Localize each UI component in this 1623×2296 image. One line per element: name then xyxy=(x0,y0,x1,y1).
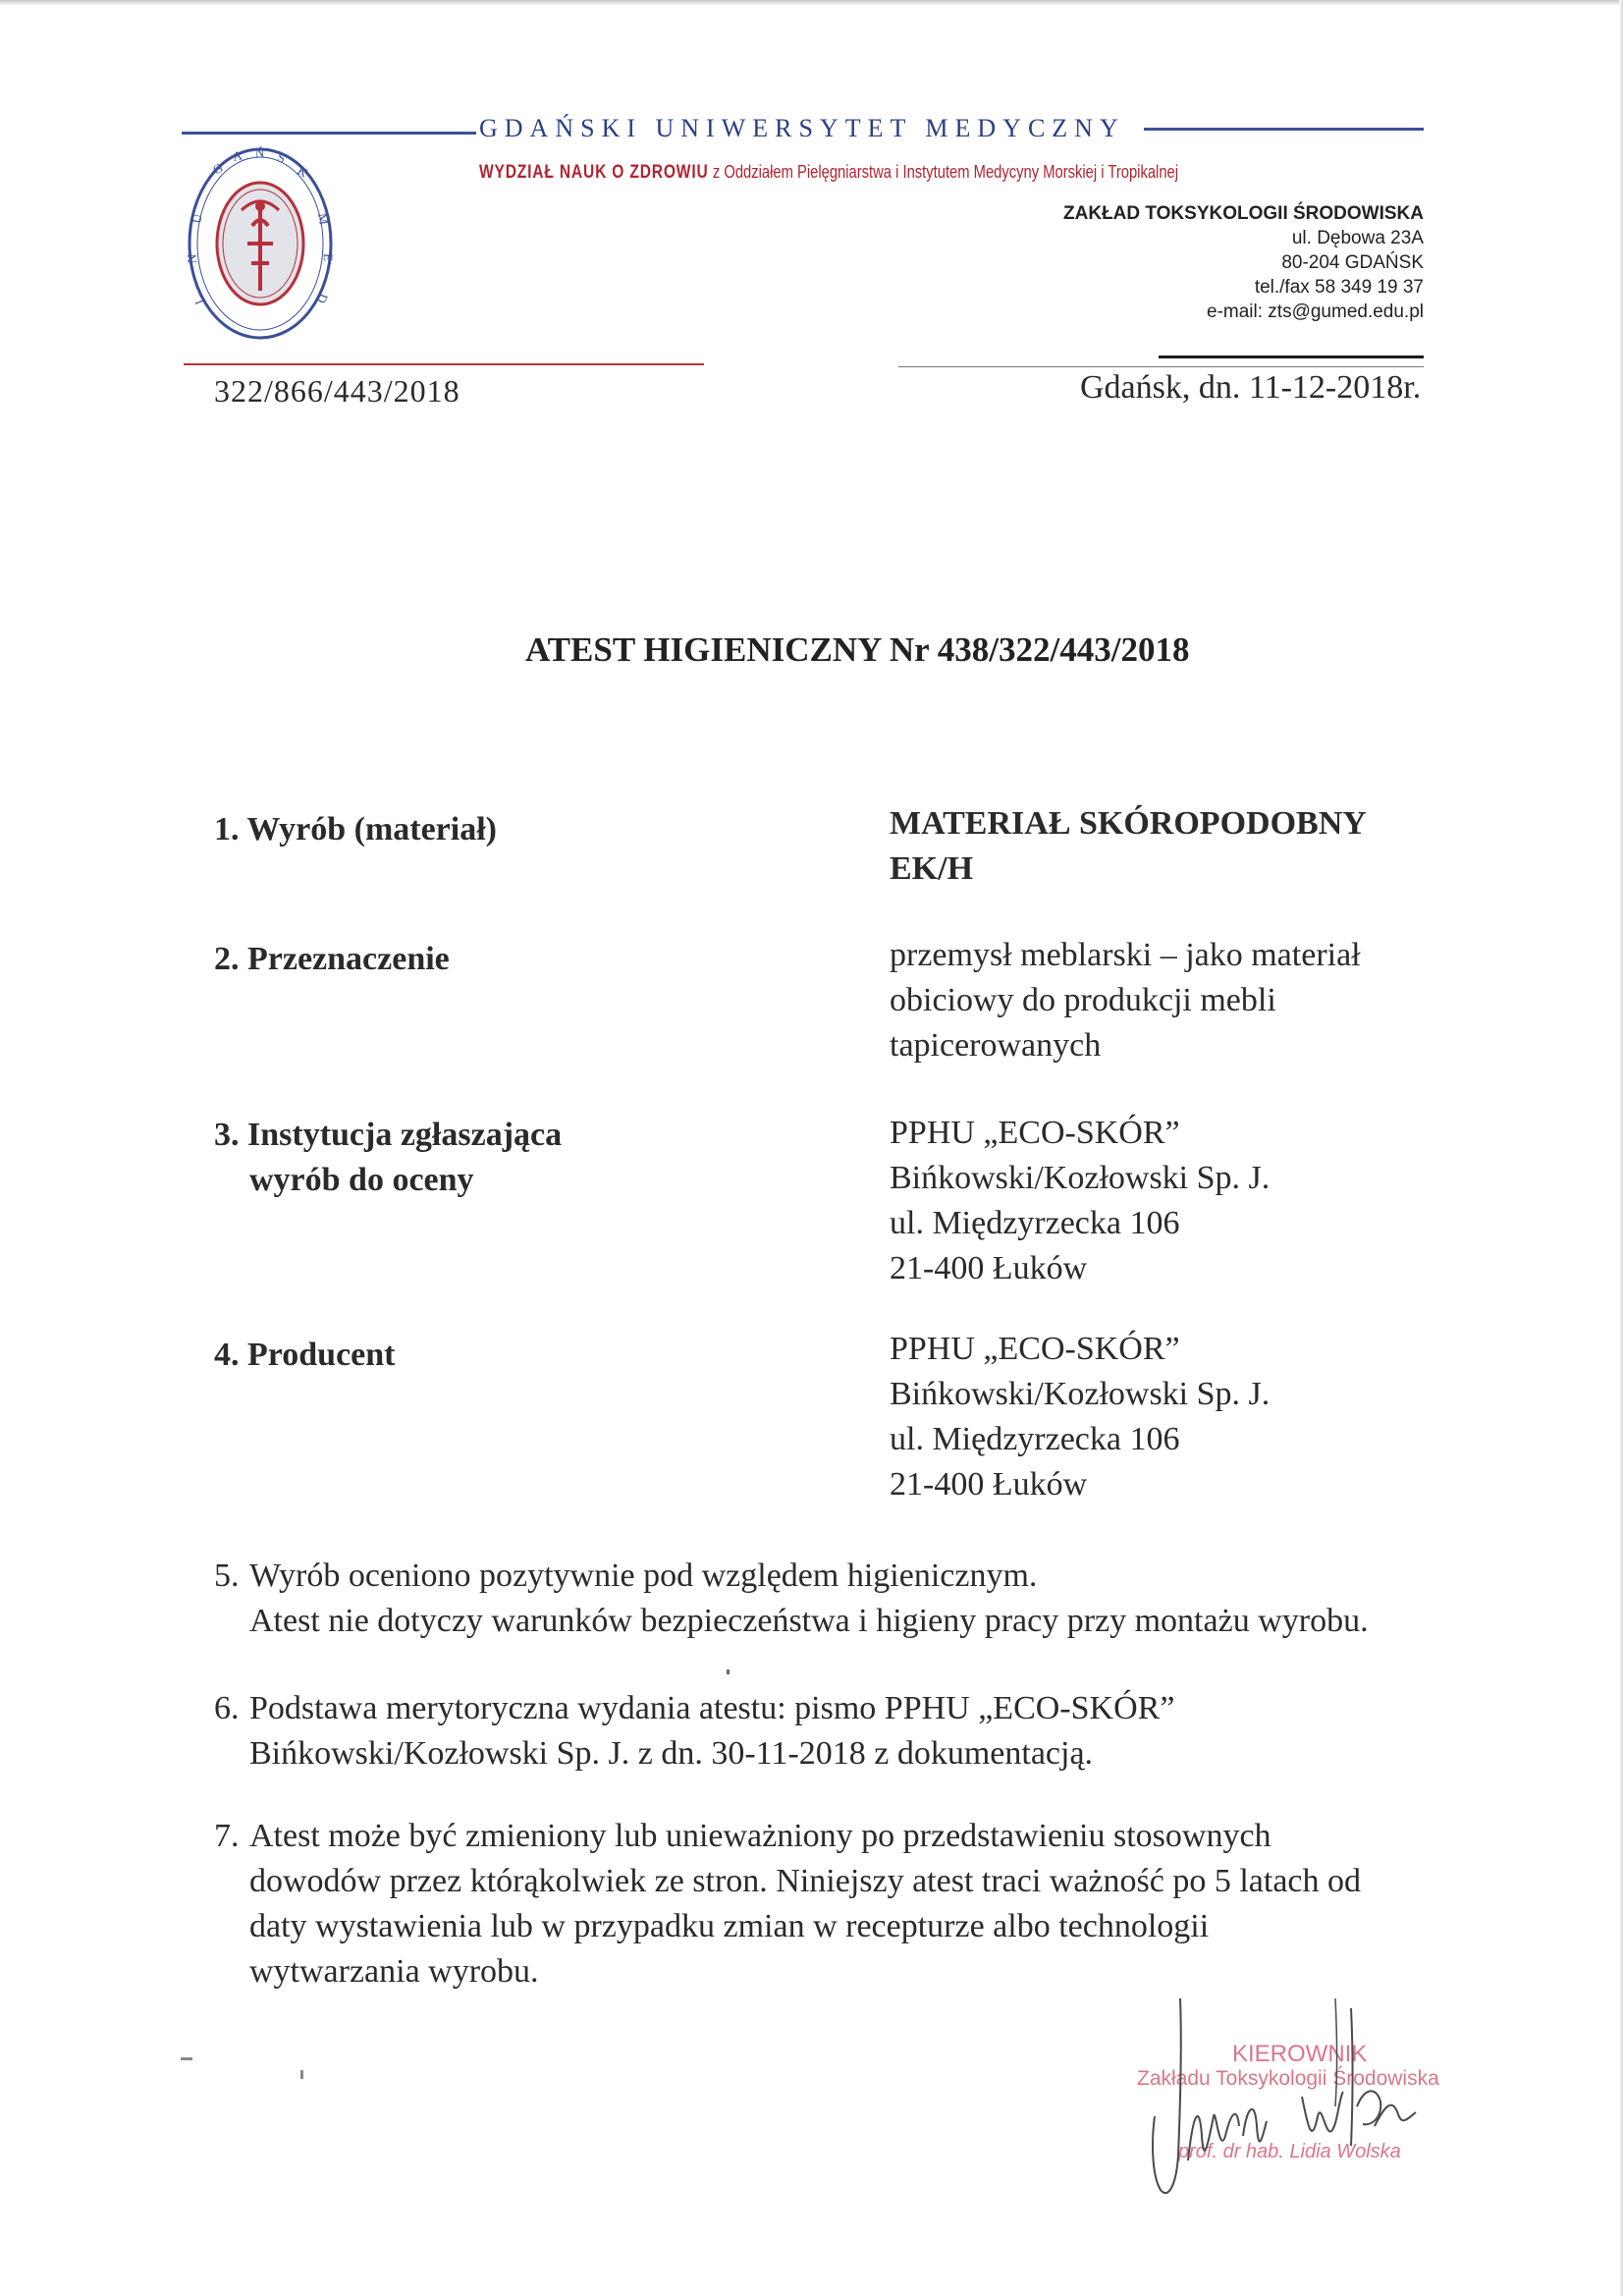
scan-speck xyxy=(300,2070,303,2079)
item-3-label xyxy=(214,1113,562,1203)
item-1-label: 1. Wyrób (materiał) xyxy=(214,811,497,847)
svg-text:I: I xyxy=(191,297,207,307)
item-3-value-line: ul. Międzyrzecka 106 xyxy=(890,1205,1180,1241)
paragraph-number: 6. xyxy=(214,1690,240,1726)
scan-speck xyxy=(727,1669,730,1674)
svg-text:Ń: Ń xyxy=(255,145,265,160)
item-3-value-line: 21-400 Łuków xyxy=(890,1250,1088,1286)
scan-speck xyxy=(181,2057,192,2060)
stamp-department: Zakładu Toksykologii Środowiska xyxy=(1137,2067,1439,2090)
item-4-value-line: ul. Międzyrzecka 106 xyxy=(890,1421,1180,1457)
svg-text:S: S xyxy=(276,149,287,166)
department-email: e-mail: zts@gumed.edu.pl xyxy=(1207,301,1424,322)
stamp-signatory: prof. dr hab. Lidia Wolska xyxy=(1178,2141,1401,2162)
item-4-value-line: PPHU „ECO-SKÓR” xyxy=(890,1331,1180,1367)
reference-number: 322/866/443/2018 xyxy=(214,373,460,409)
paragraph-line: Atest może być zmieniony lub unieważniony po przedstawieniu stosownych xyxy=(249,1818,1271,1854)
header-rule-right xyxy=(1144,128,1424,131)
paragraph-number: 7. xyxy=(214,1818,240,1854)
faculty-affiliation: z Oddziałem Pielęgniarstwa i Instytutem Medycyny Morskiej i Tropikalnej xyxy=(712,162,1179,182)
header-rule-left xyxy=(182,132,476,135)
date-rule-thin xyxy=(898,366,1424,367)
university-seal xyxy=(184,145,336,342)
paragraph-line: Bińkowski/Kozłowski Sp. J. z dn. 30-11-2018 z dokumentacją. xyxy=(249,1735,1094,1772)
item-3-label-line: wyrób do oceny xyxy=(249,1162,474,1198)
department-contact xyxy=(1063,201,1424,324)
item-2-value-line: tapicerowanych xyxy=(890,1027,1102,1064)
item-1-value xyxy=(890,801,1367,892)
scan-right-edge xyxy=(1619,0,1623,2296)
faculty-name: WYDZIAŁ NAUK O ZDROWIU xyxy=(479,162,709,183)
item-2-label: 2. Przeznaczenie xyxy=(214,941,450,977)
svg-text:N: N xyxy=(184,253,199,264)
item-4-label: 4. Producent xyxy=(214,1337,396,1373)
item-3-value xyxy=(890,1111,1270,1291)
document-title: ATEST HIGIENICZNY Nr 438/322/443/2018 xyxy=(525,630,1190,669)
svg-text:D: D xyxy=(313,291,332,305)
paragraph-5 xyxy=(214,1554,1369,1644)
paragraph-number: 5. xyxy=(214,1558,240,1594)
stamp-title: KIEROWNIK xyxy=(1232,2041,1368,2067)
item-4-value-line: Bińkowski/Kozłowski Sp. J. xyxy=(890,1376,1271,1412)
item-3-value-line: PPHU „ECO-SKÓR” xyxy=(890,1115,1180,1151)
svg-text:U: U xyxy=(189,212,205,225)
department-street: ul. Dębowa 23A xyxy=(1291,228,1424,248)
reference-rule xyxy=(184,363,704,365)
item-2-value-line: przemysł meblarski – jako materiał xyxy=(890,937,1361,973)
paragraph-6 xyxy=(214,1686,1174,1777)
paragraph-line: Atest nie dotyczy warunków bezpieczeństwa i higieny pracy przy montażu wyrobu. xyxy=(249,1603,1369,1639)
document-date: Gdańsk, dn. 11-12-2018r. xyxy=(1080,369,1422,406)
item-2-value xyxy=(890,933,1361,1068)
svg-text:A: A xyxy=(231,147,243,164)
item-3-label-line: 3. Instytucja zgłaszająca xyxy=(214,1117,563,1153)
university-name: GDAŃSKI UNIWERSYTET MEDYCZNY xyxy=(479,114,1125,142)
faculty-line xyxy=(479,162,1178,184)
svg-text:E: E xyxy=(320,252,336,262)
svg-text:M: M xyxy=(315,211,332,226)
paragraph-line: Wyrób oceniono pozytywnie pod względem higienicznym. xyxy=(249,1558,1038,1594)
item-4-value-line: 21-400 Łuków xyxy=(890,1466,1088,1503)
department-city: 80-204 GDAŃSK xyxy=(1281,252,1424,273)
svg-text:G: G xyxy=(210,159,226,178)
department-name: ZAKŁAD TOKSYKOLOGII ŚRODOWISKA xyxy=(1063,203,1424,224)
item-4-value xyxy=(890,1327,1270,1507)
scan-top-edge xyxy=(0,0,1623,6)
department-phone: tel./fax 58 349 19 37 xyxy=(1254,277,1424,298)
paragraph-line: daty wystawienia lub w przypadku zmian w recepturze albo technologii xyxy=(249,1908,1210,1944)
item-1-value-line: MATERIAŁ SKÓROPODOBNY xyxy=(890,805,1367,842)
date-rule-bold xyxy=(1159,355,1424,358)
paragraph-line: wytwarzania wyrobu. xyxy=(249,1953,539,1990)
paragraph-line: dowodów przez którąkolwiek ze stron. Niniejszy atest traci ważność po 5 latach od xyxy=(249,1863,1362,1899)
handwritten-signature xyxy=(1129,1989,1473,2214)
svg-text:K: K xyxy=(295,162,311,181)
paragraph-7 xyxy=(214,1814,1361,1995)
item-1-value-line: EK/H xyxy=(890,850,974,887)
paragraph-line: Podstawa merytoryczna wydania atestu: pismo PPHU „ECO-SKÓR” xyxy=(249,1690,1175,1726)
item-2-value-line: obiciowy do produkcji mebli xyxy=(890,982,1276,1018)
item-3-value-line: Bińkowski/Kozłowski Sp. J. xyxy=(890,1160,1271,1196)
